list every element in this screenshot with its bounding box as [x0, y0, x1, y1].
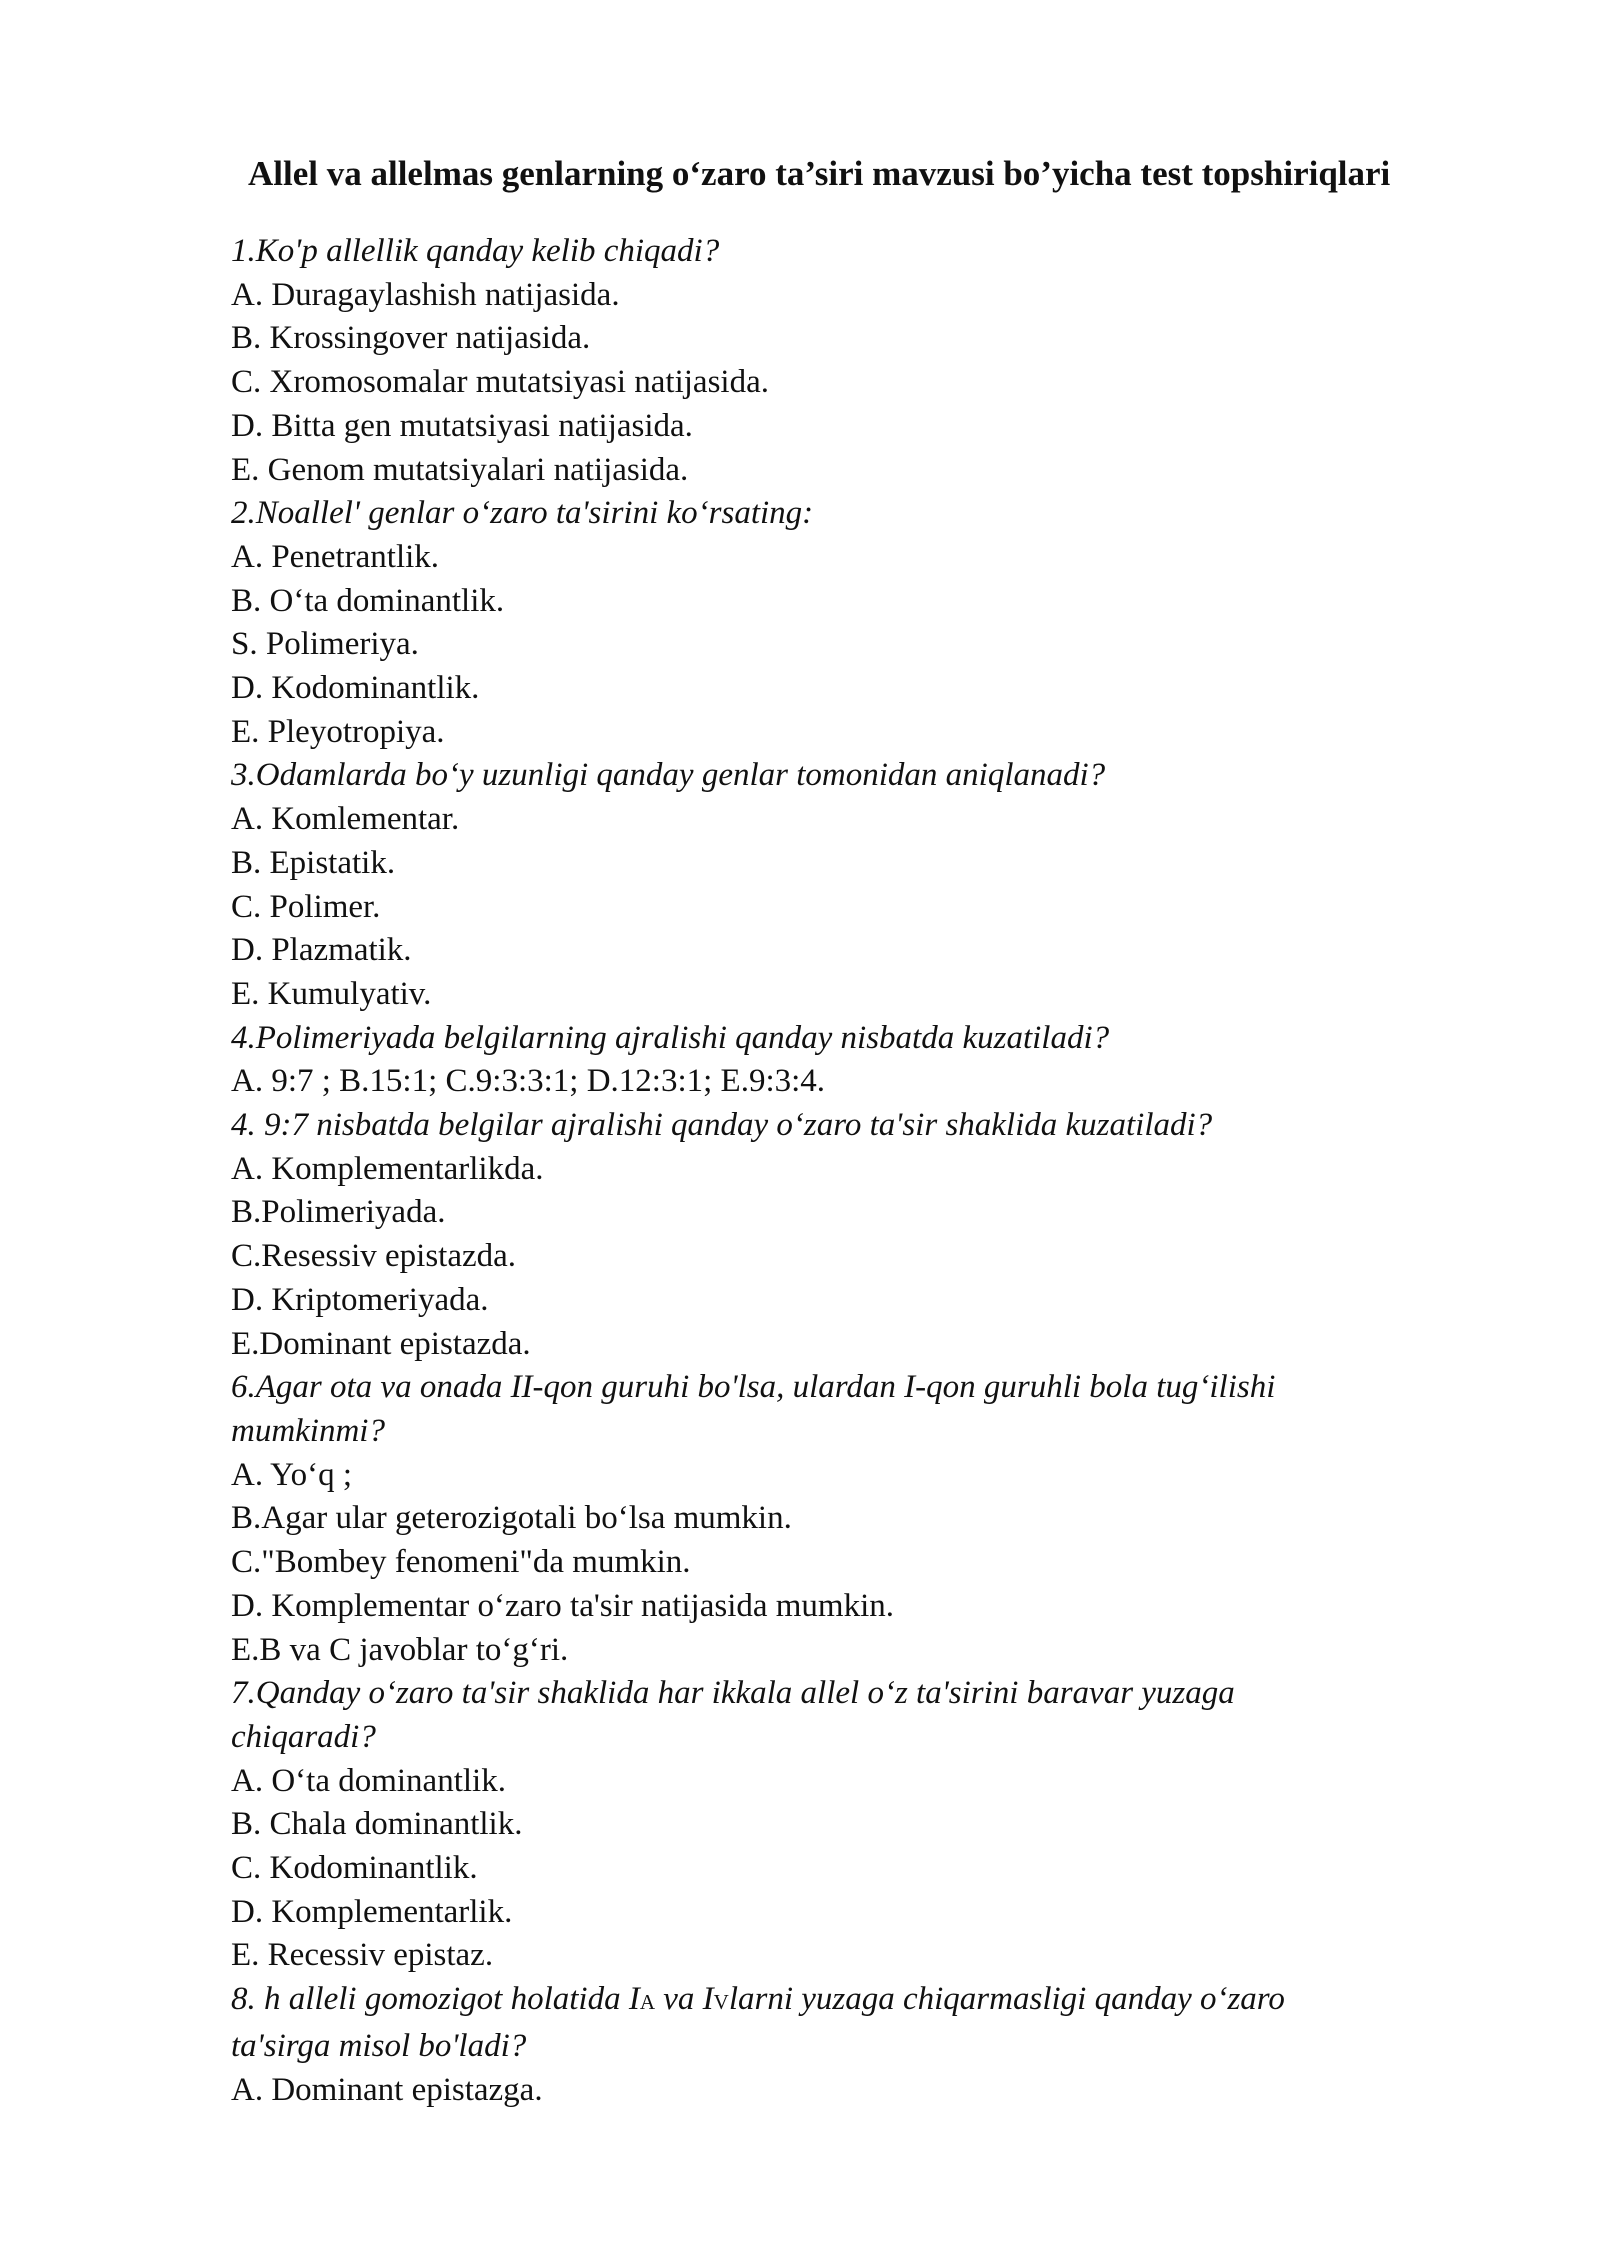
q3-option-c: C. Polimer.: [231, 888, 381, 925]
question-7-line-2: chiqaradi?: [231, 1718, 376, 1755]
question-8-line-1: [231, 1978, 1451, 2025]
question-1: 1.Ko'p allellik qanday kelib chiqadi?: [231, 233, 720, 269]
q6-option-b: B.Agar ular geterozigotali bo‘lsa mumkin.: [231, 1500, 792, 1537]
q3-option-b: B. Epistatik.: [231, 844, 396, 881]
q7-option-c: C. Kodominantlik.: [231, 1850, 478, 1887]
question-3: 3.Odamlarda bo‘y uzunligi qanday genlar tomonidan aniqlanadi?: [231, 757, 1106, 794]
q5-option-e: E.Dominant epistazda.: [231, 1325, 531, 1362]
q2-option-d: D. Kodominantlik.: [231, 670, 480, 707]
q1-option-a: A. Duragaylashish natijasida.: [231, 276, 620, 313]
q8-text-part-2: va I: [655, 1981, 714, 2018]
question-6-line-1: 6.Agar ota va onada II-qon guruhi bo'lsa, ulardan I-qon guruhli bola tug‘ilishi: [231, 1369, 1276, 1406]
q8-text-part-3: larni yuzaga chiqarmasligi qanday o‘zaro: [728, 1981, 1285, 2018]
q8-allele-a: A: [639, 1990, 655, 2015]
question-2: 2.Noallel' genlar o‘zaro ta'sirini ko‘rsating:: [231, 495, 814, 532]
q3-option-a: A. Komlementar.: [231, 801, 460, 838]
q8-allele-v: V: [713, 1990, 729, 2015]
q7-option-e: E. Recessiv epistaz.: [231, 1937, 494, 1974]
question-5: 4. 9:7 nisbatda belgilar ajralishi qanday o‘zaro ta'sir shaklida kuzatiladi?: [231, 1107, 1213, 1144]
question-4: 4.Polimeriyada belgilarning ajralishi qanday nisbatda kuzatiladi?: [231, 1019, 1110, 1056]
q1-option-e: E. Genom mutatsiyalari natijasida.: [231, 451, 689, 488]
q1-option-c: C. Xromosomalar mutatsiyasi natijasida.: [231, 364, 769, 401]
q6-option-d: D. Komplementar o‘zaro ta'sir natijasida mumkin.: [231, 1587, 895, 1624]
question-7-line-1: 7.Qanday o‘zaro ta'sir shaklida har ikkala allel o‘z ta'sirini baravar yuzaga: [231, 1675, 1235, 1712]
q5-option-a: A. Komplementarlikda.: [231, 1150, 544, 1187]
q7-option-d: D. Komplementarlik.: [231, 1893, 513, 1930]
q1-option-b: B. Krossingover natijasida.: [231, 320, 591, 357]
q8-text-part-1: 8. h alleli gomozigot holatida I: [231, 1981, 640, 2018]
q5-option-d: D. Kriptomeriyada.: [231, 1281, 489, 1318]
document-title: Allel va allelmas genlarning o‘zaro ta’siri mavzusi bo’yicha test topshiriqlari: [248, 154, 1391, 193]
q5-option-c: C.Resessiv epistazda.: [231, 1238, 517, 1275]
q3-option-d: D. Plazmatik.: [231, 932, 412, 969]
q2-option-s: S. Polimeriya.: [231, 626, 419, 663]
q6-option-e: E.B va C javoblar to‘g‘ri.: [231, 1631, 569, 1668]
q3-option-e: E. Kumulyativ.: [231, 975, 432, 1012]
q2-option-b: B. O‘ta dominantlik.: [231, 582, 505, 619]
q5-option-b: B.Polimeriyada.: [231, 1194, 446, 1231]
q6-option-c: C."Bombey fenomeni"da mumkin.: [231, 1544, 691, 1581]
q7-option-b: B. Chala dominantlik.: [231, 1806, 523, 1843]
q4-options-inline: A. 9:7 ; B.15:1; C.9:3:3:1; D.12:3:1; E.9:3:4.: [231, 1063, 826, 1100]
q8-option-a: A. Dominant epistazga.: [231, 2071, 543, 2108]
q7-option-a: A. O‘ta dominantlik.: [231, 1762, 506, 1799]
q2-option-e: E. Pleyotropiya.: [231, 713, 445, 750]
q6-option-a: A. Yo‘q ;: [231, 1456, 353, 1493]
q2-option-a: A. Penetrantlik.: [231, 538, 440, 575]
question-8-line-2: ta'sirga misol bo'ladi?: [231, 2027, 527, 2064]
question-6-line-2: mumkinmi?: [231, 1412, 385, 1449]
test-questions: [231, 230, 1451, 2112]
q1-option-d: D. Bitta gen mutatsiyasi natijasida.: [231, 407, 693, 444]
